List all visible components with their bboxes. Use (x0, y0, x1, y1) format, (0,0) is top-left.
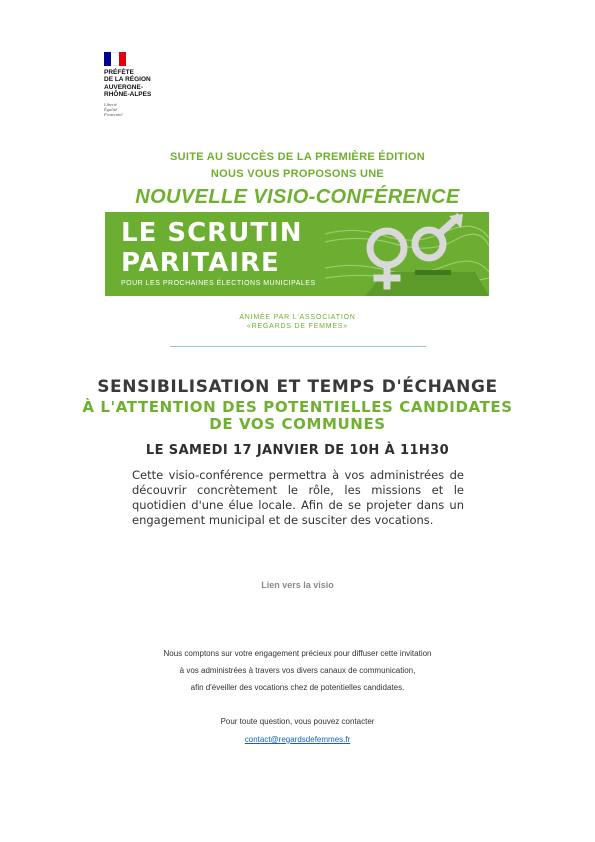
animated-by-line-1: ANIMÉE PAR L'ASSOCIATION (239, 314, 356, 321)
visio-link[interactable]: Lien vers la visio (261, 580, 334, 590)
heading-line-3: DE VOS COMMUNES (209, 415, 386, 433)
event-type-title: NOUVELLE VISIO-CONFÉRENCE (135, 186, 460, 208)
contact-email-row (0, 735, 595, 744)
intro-line-2: NOUS VOUS PROPOSONS UNE (210, 168, 385, 180)
republic-motto: Liberté Égalité Fraternité (104, 101, 123, 117)
gender-symbols-icon (325, 212, 489, 296)
event-banner (105, 212, 489, 296)
animated-by-line-2: «REGARDS DE FEMMES» (246, 323, 349, 330)
french-flag-icon (104, 52, 126, 66)
heading-line-1: SENSIBILISATION ET TEMPS D'ÉCHANGE (97, 377, 498, 397)
contact-email-link[interactable]: contact@regardsdefemmes.fr (244, 735, 351, 744)
contact-label: Pour toute question, vous pouvez contacter (220, 717, 375, 726)
footer-line-1: Nous comptons sur votre engagement précieux pour diffuser cette invitation (163, 649, 432, 658)
banner-subtitle: POUR LES PROCHAINES ÉLECTIONS MUNICIPALES (121, 280, 316, 287)
divider (170, 346, 426, 347)
footer-line-2: à vos administrées à travers vos divers canaux de communication, (179, 666, 416, 675)
intro-line-1: SUITE AU SUCCÈS DE LA PREMIÈRE ÉDITION (169, 151, 426, 163)
event-description: Cette visio-conférence permettra à vos administrées de découvrir concrètement le rôle, les missions et le quotidien d'une élue locale. Afin de se projeter dans un engagement municipal et de susciter des vocations. (132, 468, 464, 527)
prefecture-name: PRÉFÈTE DE LA RÉGION AUVERGNE- RHÔNE-ALPES (104, 69, 152, 99)
banner-title-line-1: LE SCRUTIN (121, 218, 303, 248)
banner-title-line-2: PARITAIRE (121, 248, 280, 278)
heading-line-2: À L'ATTENTION DES POTENTIELLES CANDIDATES (82, 398, 513, 416)
footer-line-3: afin d'éveiller des vocations chez de potentielles candidates. (190, 683, 405, 692)
event-date: LE SAMEDI 17 JANVIER DE 10H À 11H30 (145, 443, 450, 458)
prefecture-logo (104, 52, 194, 117)
